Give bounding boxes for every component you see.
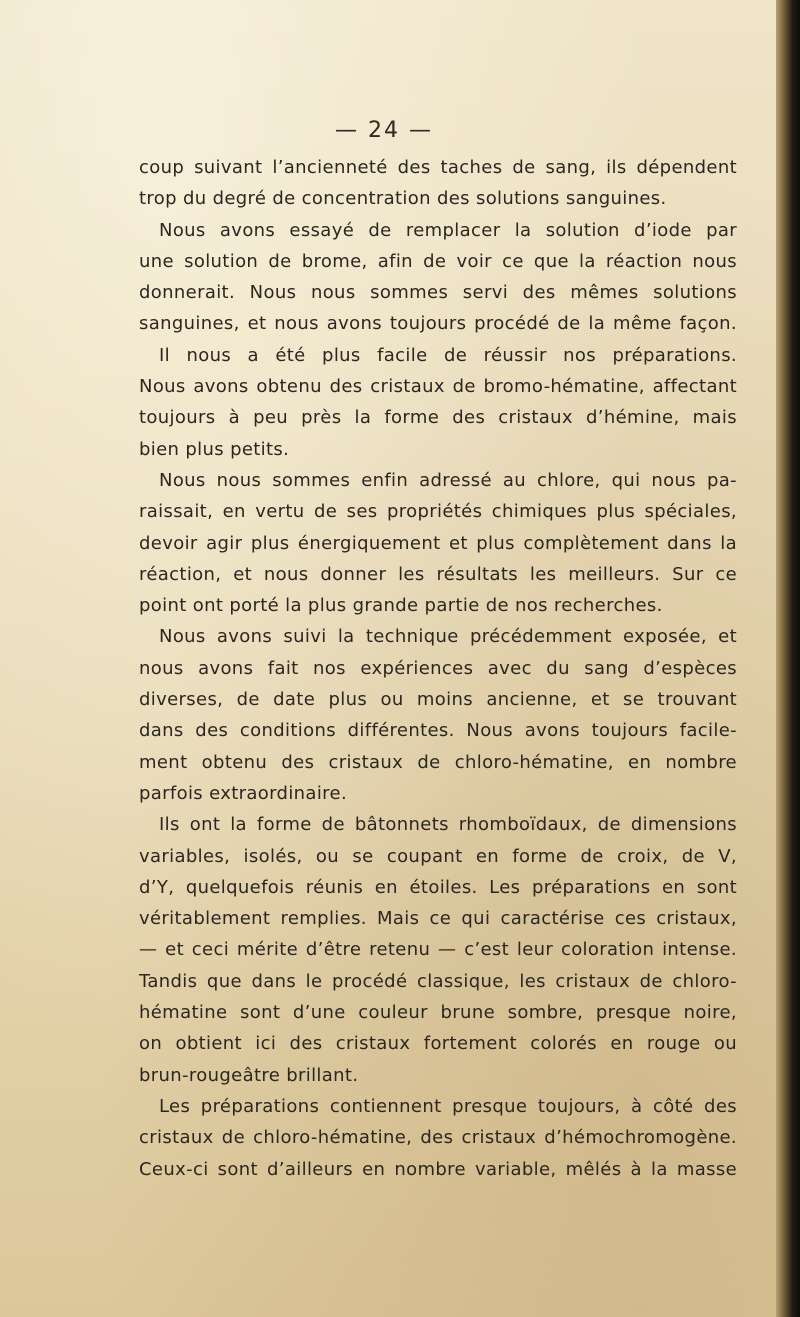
text-line: sanguines, et nous avons toujours procédé de la même façon. [139,313,737,335]
text-line: bien plus petits. [139,438,290,460]
text-line: raissait, en vertu de ses propriétés chimiques plus spéciales, [139,501,737,523]
text-line: parfois extraordinaire. [139,782,348,804]
text-line: trop du degré de concentration des solutions sanguines. [139,188,667,210]
text-line: Nous avons suivi la technique précédemment exposée, et [159,626,737,648]
text-line: diverses, de date plus ou moins ancienne, et se trouvant [139,689,737,711]
page-number: — 24 — [335,118,433,143]
text-line: Ceux-ci sont d’ailleurs en nombre variable, mêlés à la masse [139,1158,737,1180]
text-line: une solution de brome, afin de voir ce que la réaction nous [139,250,737,272]
text-line: réaction, et nous donner les résultats les meilleurs. Sur ce [139,563,737,585]
text-line: ment obtenu des cristaux de chloro-hématine, en nombre [139,751,737,773]
text-line: brun-rougeâtre brillant. [139,1064,359,1086]
text-line: Les préparations contiennent presque toujours, à côté des [159,1095,737,1117]
book-spine-shadow [776,0,800,1317]
body-text [139,152,737,1185]
text-line: — et ceci mérite d’être retenu — c’est leur coloration intense. [139,939,737,961]
text-line: coup suivant l’ancienneté des taches de sang, ils dépendent [139,157,737,178]
text-line: Nous avons obtenu des cristaux de bromo-hématine, affectant [139,376,737,398]
text-line: véritablement remplies. Mais ce qui caractérise ces cristaux, [139,908,737,930]
text-line: Nous avons essayé de remplacer la solution d’iode par [159,219,737,241]
text-line: d’Y, quelquefois réunis en étoiles. Les préparations en sont [139,876,737,898]
text-line: Il nous a été plus facile de réussir nos préparations. [159,344,737,366]
text-line: hématine sont d’une couleur brune sombre, presque noire, [139,1002,737,1024]
text-line: devoir agir plus énergiquement et plus complètement dans la [139,532,737,554]
text-line: dans des conditions différentes. Nous avons toujours facile- [139,720,737,742]
text-line: toujours à peu près la forme des cristaux d’hémine, mais [139,407,737,429]
text-line: Tandis que dans le procédé classique, les cristaux de chloro- [139,970,737,992]
text-line: Ils ont la forme de bâtonnets rhomboïdaux, de dimensions [159,814,737,836]
text-line: nous avons fait nos expériences avec du sang d’espèces [139,657,737,679]
text-line: donnerait. Nous nous sommes servi des mêmes solutions [139,282,737,304]
text-line: cristaux de chloro-hématine, des cristaux d’hémochromogène. [139,1127,737,1149]
text-line: variables, isolés, ou se coupant en forme de croix, de V, [139,845,737,867]
text-line: point ont porté la plus grande partie de nos recherches. [139,595,663,617]
text-line: Nous nous sommes enfin adressé au chlore, qui nous pa- [159,469,737,491]
text-line: on obtient ici des cristaux fortement colorés en rouge ou [139,1033,737,1055]
